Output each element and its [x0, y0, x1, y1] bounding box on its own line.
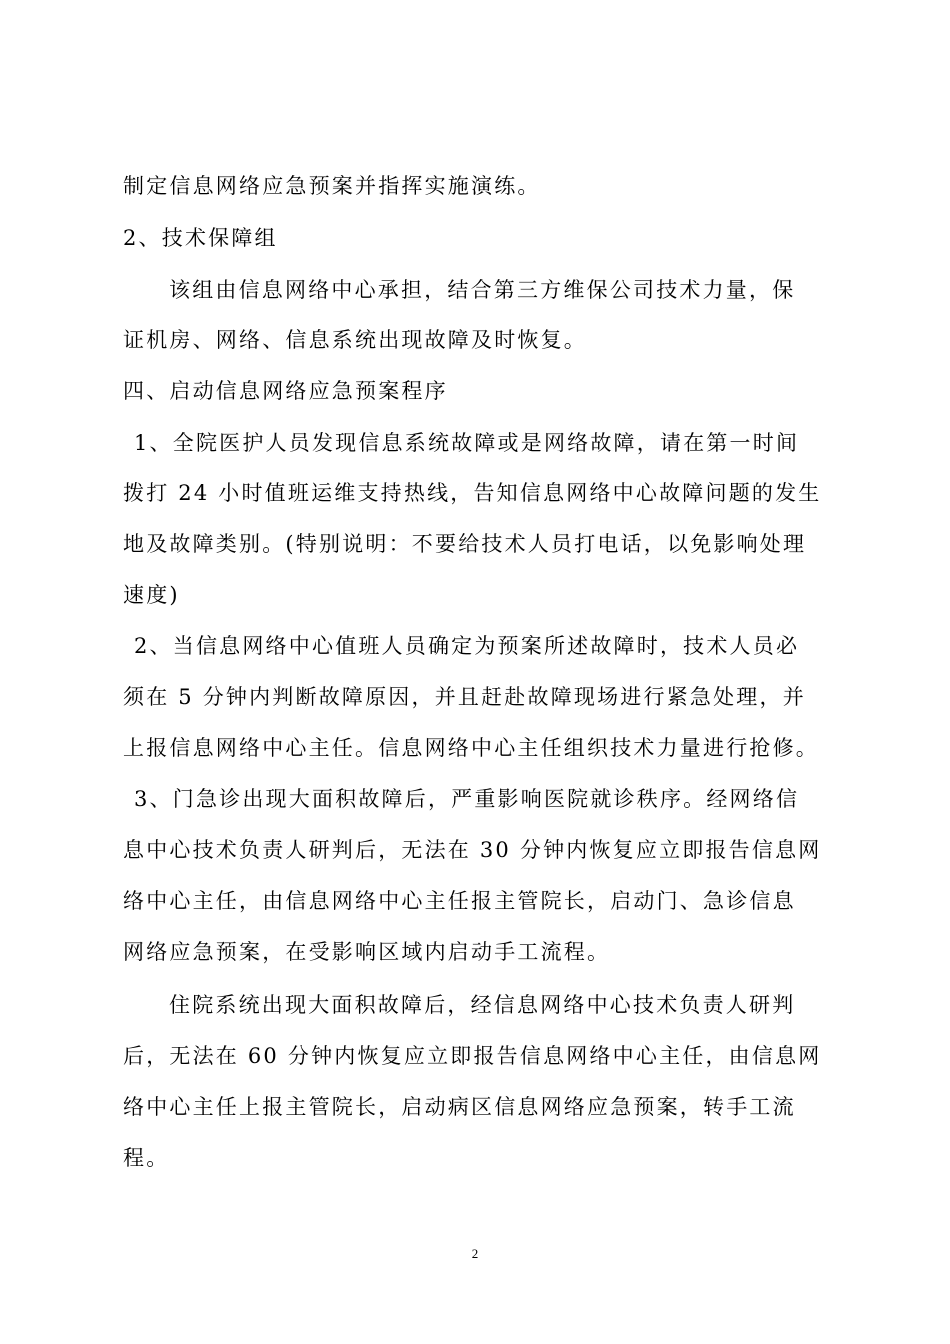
section-heading: 四、启动信息网络应急预案程序 — [123, 379, 448, 403]
text-line: 络中心主任，由信息网络中心主任报主管院长，启动门、急诊信息 — [123, 889, 796, 913]
text-line: 证机房、网络、信息系统出现故障及时恢复。 — [123, 328, 587, 352]
text-line: 须在 5 分钟内判断故障原因，并且赶赴故障现场进行紧急处理，并 — [123, 685, 806, 709]
text-line: 地及故障类别。(特别说明：不要给技术人员打电话，以免影响处理 — [123, 532, 807, 556]
text-line: 程。 — [123, 1146, 170, 1170]
text-line: 住院系统出现大面积故障后，经信息网络中心技术负责人研判 — [169, 993, 796, 1017]
text-line: 3、门急诊出现大面积故障后，严重影响医院就诊秩序。经网络信 — [134, 787, 800, 811]
text-line: 网络应急预案，在受影响区域内启动手工流程。 — [123, 940, 611, 964]
text-line: 制定信息网络应急预案并指挥实施演练。 — [123, 174, 541, 198]
section-heading: 2、技术保障组 — [123, 226, 278, 250]
text-line: 后，无法在 60 分钟内恢复应立即报告信息网络中心主任，由信息网 — [123, 1044, 822, 1068]
text-line: 上报信息网络中心主任。信息网络中心主任组织技术力量进行抢修。 — [123, 736, 819, 760]
text-line: 该组由信息网络中心承担，结合第三方维保公司技术力量，保 — [169, 278, 796, 302]
text-line: 1、全院医护人员发现信息系统故障或是网络故障，请在第一时间 — [134, 431, 800, 455]
text-line: 息中心技术负责人研判后，无法在 30 分钟内恢复应立即报告信息网 — [123, 838, 822, 862]
text-line: 络中心主任上报主管院长，启动病区信息网络应急预案，转手工流 — [123, 1095, 796, 1119]
text-line: 2、当信息网络中心值班人员确定为预案所述故障时，技术人员必 — [134, 634, 800, 658]
text-line: 速度) — [123, 583, 180, 607]
page-number: 2 — [471, 1246, 479, 1261]
text-line: 拨打 24 小时值班运维支持热线，告知信息网络中心故障问题的发生 — [123, 481, 822, 505]
